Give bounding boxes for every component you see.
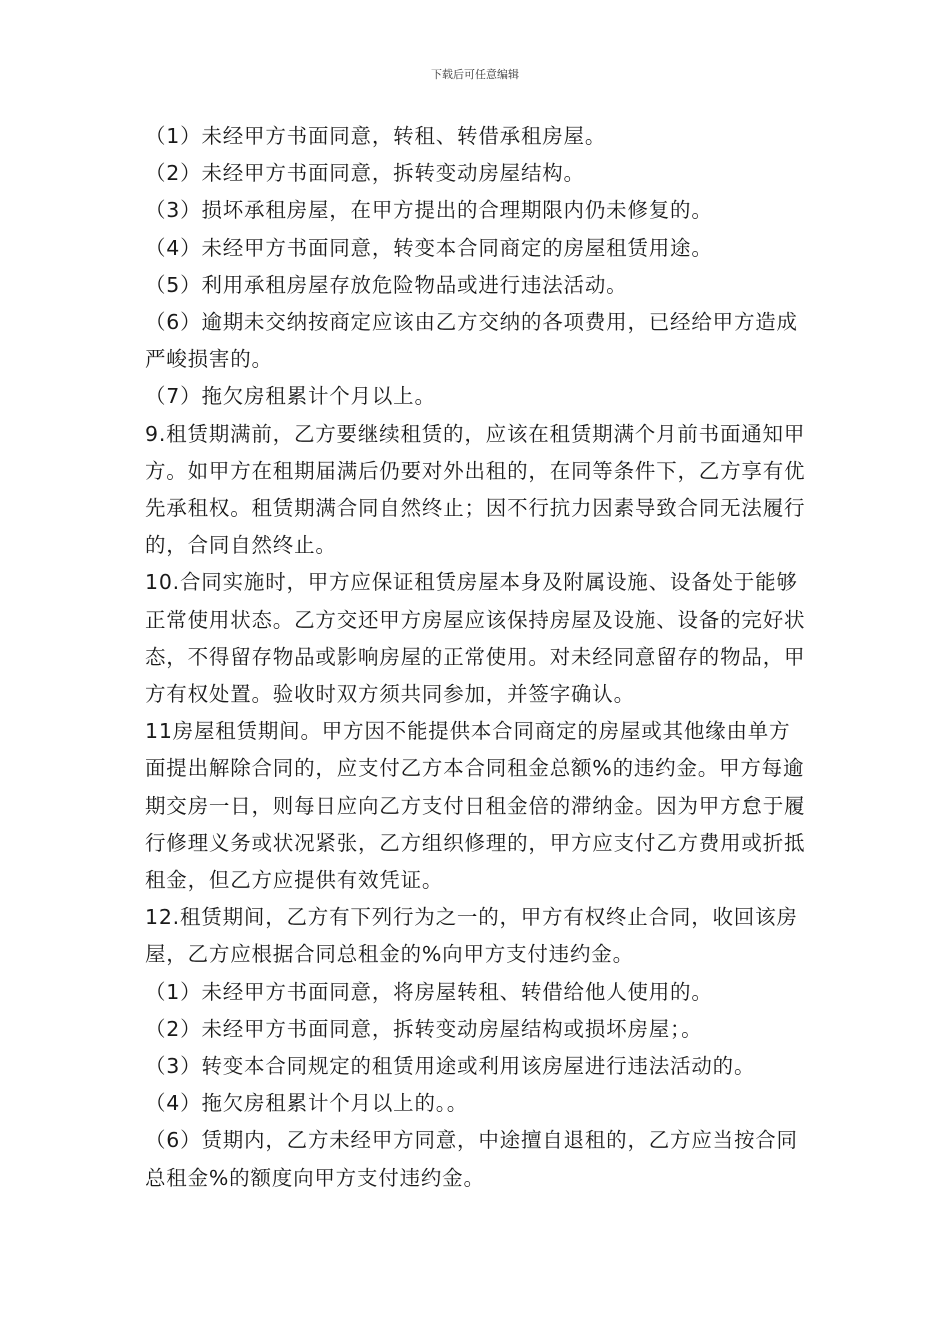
clause-12-item-4: （4）拖欠房租累计个月以上的。。: [145, 1091, 469, 1116]
clause-10: 10.合同实施时，甲方应保证租赁房屋本身及附属设施、设备处于能够正常使用状态。乙方交还甲方房屋应该保持房屋及设施、设备的完好状态，不得留存物品或影响房屋的正常使用。对未经同意留存的物品，甲方有权处置。验收时双方须共同参加，并签字确认。: [145, 570, 806, 707]
clause-11: 11房屋租赁期间。甲方因不能提供本合同商定的房屋或其他缘由单方面提出解除合同的，应支付乙方本合同租金总额%的违约金。甲方每逾期交房一日，则每日应向乙方支付日租金倍的滞纳金。因为甲方怠于履行修理义务或状况紧张，乙方组织修理的，甲方应支付乙方费用或折抵租金，但乙方应提供有效凭证。: [145, 719, 806, 893]
page-header-note: 下载后可任意编辑: [431, 68, 519, 81]
clause-1-item-5: （5）利用承租房屋存放危险物品或进行违法活动。: [145, 272, 628, 297]
clause-1-item-6: （6）逾期未交纳按商定应该由乙方交纳的各项费用，已经给甲方造成严峻损害的。: [145, 310, 798, 372]
clause-12-item-6: （6）赁期内，乙方未经甲方同意，中途擅自退租的，乙方应当按合同总租金%的额度向甲方支付违约金。: [145, 1128, 798, 1190]
clause-1-item-3: （3）损坏承租房屋，在甲方提出的合理期限内仍未修复的。: [145, 198, 713, 223]
clause-12: 12.租赁期间，乙方有下列行为之一的，甲方有权终止合同，收回该房屋，乙方应根据合同总租金的%向甲方支付违约金。: [145, 905, 798, 967]
clause-12-item-2: （2）未经甲方书面同意，拆转变动房屋结构或损坏房屋；。: [145, 1016, 703, 1041]
clause-1-item-7: （7）拖欠房租累计个月以上。: [145, 384, 436, 409]
clause-1-item-4: （4）未经甲方书面同意，转变本合同商定的房屋租赁用途。: [145, 235, 713, 260]
clause-1-item-1: （1）未经甲方书面同意，转租、转借承租房屋。: [145, 124, 607, 148]
clause-9: 9.租赁期满前，乙方要继续租赁的，应该在租赁期满个月前书面通知甲方。如甲方在租期届满后仍要对外出租的，在同等条件下，乙方享有优先承租权。租赁期满合同自然终止；因不行抗力因素导致合同无法履行的，合同自然终止。: [145, 421, 806, 558]
clause-12-item-1: （1）未经甲方书面同意，将房屋转租、转借给他人使用的。: [145, 979, 713, 1004]
clause-1-item-2: （2）未经甲方书面同意，拆转变动房屋结构。: [145, 161, 585, 186]
clause-12-item-3: （3）转变本合同规定的租赁用途或利用该房屋进行违法活动的。: [145, 1054, 756, 1079]
document-body: [145, 118, 810, 1197]
